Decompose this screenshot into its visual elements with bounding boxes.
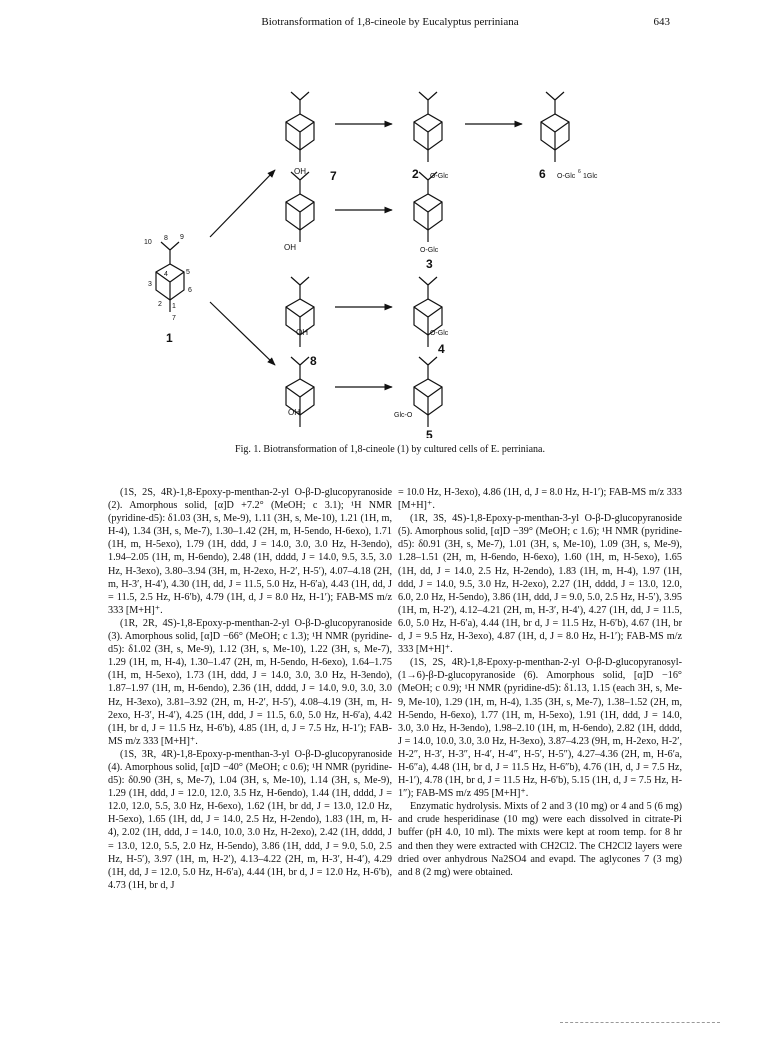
compound-label-6: 6 xyxy=(539,167,546,181)
atom-number-10: 10 xyxy=(144,239,152,246)
oh-label-3: OH xyxy=(284,243,296,252)
paragraph-compound-3: (1R, 2R, 4S)-1,8-Epoxy-p-menthan-2-yl O-β-D-glucopyranoside (3). Amorphous solid, [α]D −66° (MeOH; c 1.3); ¹H NMR (pyridine-d5): δ1.02 (3H, s, Me-9), 1.12 (3H, s, Me-10), 1.22 (3H, s, Me-7), 1.29 (1H, m, H-4), 1.30–1.47 (2H, m, H-5endo, H-6exo), 1.64–1.75 (1H, m, H-5exo), 1.73 (1H, ddd, J = 14.0, 3.0, 3.0 Hz, H-3endo), 1.87–1.97 (1H, m, H-6endo), 2.36 (1H, dddd, J = 14.0, 9.0, 3.0, 3.0 Hz, H-3exo), 3.81–3.92 (2H, m, H-2′, H-5′), 4.08–4.19 (3H, m, H-2exo, H-3′, H-4′), 4.25 (1H, ddd, J = 11.5, 6.0, 5.0 Hz, H-6′a), 4.42 (1H, br d, J = 11.5 Hz, H-6′b), 4.85 (1H, d, J = 7.5 Hz, H-1′); FAB-MS m/z 333 [M+H]⁺. xyxy=(108,617,392,747)
oglc-label-3: O-Glc xyxy=(420,247,439,254)
paragraph-compound-4-cont: = 10.0 Hz, H-3exo), 4.86 (1H, d, J = 8.0 Hz, H-1′); FAB-MS m/z 333 [M+H]⁺. xyxy=(398,487,682,512)
compound-8-structure xyxy=(286,277,317,368)
reaction-scheme-figure xyxy=(130,82,690,438)
figure-caption: Fig. 1. Biotransformation of 1,8-cineole (1) by cultured cells of E. perriniana. xyxy=(235,444,545,455)
atom-number-7: 7 xyxy=(172,315,176,322)
running-title: Biotransformation of 1,8-cineole by Eucalyptus perriniana xyxy=(261,16,519,28)
atom-number-3: 3 xyxy=(148,281,152,288)
atom-number-4: 4 xyxy=(164,271,168,278)
compound-label-5: 5 xyxy=(426,428,433,438)
oglc-label-6: O-Glc xyxy=(557,173,576,180)
paragraph-enzymatic-hydrolysis: Enzymatic hydrolysis. Mixts of 2 and 3 (10 mg) or 4 and 5 (6 mg) and crude hesperidinase (10 mg) were each dissolved in citrate-Pi buffer (pH 4.0, 10 ml). The mixts were kept at room temp. for 8 hr and then they were extracted with CH2Cl2. The CH2Cl2 layers were dried over anhydrous Na2SO4 and evapd. The aglycones 7 (3 mg) and 8 (2 mg) were obtained. xyxy=(398,801,682,878)
compound-4-structure xyxy=(414,277,449,356)
atom-number-6: 6 xyxy=(188,287,192,294)
compound-1-structure xyxy=(144,234,192,345)
atom-number-2: 2 xyxy=(158,301,162,308)
oglc-label-2: O-Glc xyxy=(430,173,449,180)
compound-2-structure xyxy=(412,92,449,181)
page-number: 643 xyxy=(653,16,670,28)
compound-5-structure xyxy=(394,357,442,438)
compound-7-structure xyxy=(286,92,337,183)
compound-3-structure xyxy=(414,172,442,271)
compound-label-8: 8 xyxy=(310,354,317,368)
compound-label-2: 2 xyxy=(412,167,419,181)
atom-number-1: 1 xyxy=(172,303,176,310)
compound-label-4: 4 xyxy=(438,342,445,356)
right-text-column xyxy=(398,486,682,879)
glc-6-suffix: 6 xyxy=(578,169,581,175)
footer-rule xyxy=(560,1022,720,1023)
atom-number-9: 9 xyxy=(180,234,184,241)
left-text-column xyxy=(108,486,392,892)
compound-label-1: 1 xyxy=(166,331,173,345)
oh-label-7: OH xyxy=(294,167,306,176)
paragraph-compound-5: (1R, 3S, 4S)-1,8-Epoxy-p-menthan-3-yl O-β-D-glucopyranoside (5). Amorphous solid, [α]D −39° (MeOH; c 1.6); ¹H NMR (pyridine-d5): δ0.91 (3H, s, Me-7), 1.01 (3H, s, Me-10), 1.09 (3H, s, Me-9), 1.28–1.51 (2H, m, H-6endo, H-6exo), 1.60 (1H, m, H-5exo), 1.65 (1H, dd, J = 14.0, 2.5 Hz, H-2endo), 1.83 (1H, m, H-4), 1.97 (1H, ddd, J = 14.0, 9.5, 3.0 Hz, H-2exo), 2.27 (1H, dddd, J = 13.0, 12.0, 6.0, 2.0 Hz, H-5endo), 3.86 (1H, ddd, J = 9.0, 5.0, 2.5 Hz, H-5′), 3.95 (1H, m, H-2′), 4.12–4.21 (2H, m, H-3′, H-4′), 4.27 (1H, dd, J = 11.5, 6.0, 5.0 Hz, H-6′a), 4.44 (1H, br d, J = 11.5 Hz, H-6′b), 4.67 (1H, br d, J = 9.5 Hz, H-3exo), 4.87 (1H, d, J = 8.0 Hz, H-1′); FAB-MS m/z 333 [M+H]⁺. xyxy=(398,513,682,656)
paragraph-compound-2: (1S, 2S, 4R)-1,8-Epoxy-p-menthan-2-yl O-β-D-glucopyranoside (2). Amorphous solid, [α]D +7.2° (MeOH; c 3.1); ¹H NMR (pyridine-d5): δ1.03 (3H, s, Me-9), 1.11 (3H, s, Me-10), 1.21 (1H, m, H-4), 1.34 (3H, s, Me-7), 1.30–1.42 (2H, m, H-5endo, H-6exo), 1.71 (1H, m, H-5exo), 1.79 (1H, ddd, J = 14.0, 3.0, 3.0 Hz, H-3endo), 1.94–2.05 (1H, m, H-6endo), 2.48 (1H, dddd, J = 14.0, 9.5, 3.5, 3.0 Hz, H-3exo), 3.80–3.94 (3H, m, H-2exo, H-2′, H-5′), 4.07–4.18 (2H, m, H-3′, H-4′), 4.30 (1H, dd, J = 11.5, 5.0 Hz, H-6′a), 4.43 (1H, dd, J = 11.5, 2.5 Hz, H-6′b), 4.79 (1H, d, J = 8.0 Hz, H-1′); FAB-MS m/z 333 [M+H]⁺. xyxy=(108,487,392,616)
arrow-1-to-7 xyxy=(210,170,275,237)
oh-label-5: OH xyxy=(288,408,300,417)
compound-label-7: 7 xyxy=(330,169,337,183)
compound-7b-structure xyxy=(284,172,314,252)
paragraph-compound-4: (1S, 3R, 4R)-1,8-Epoxy-p-menthan-3-yl O-β-D-glucopyranoside (4). Amorphous solid, [α]D −40° (MeOH; c 0.6); ¹H NMR (pyridine-d5): δ0.90 (3H, s, Me-7), 1.04 (3H, s, Me-10), 1.14 (3H, s, Me-9), 1.29 (1H, ddd, J = 12.0, 12.0, 3.5 Hz, H-6endo), 1.44 (1H, dddd, J = 12.0, 12.0, 5.5, 3.0 Hz, H-6exo), 1.62 (1H, br dd, J = 13.0, 12.0 Hz, H-5exo), 1.65 (1H, dd, J = 14.0, 2.5 Hz, H-2endo), 1.83 (1H, m, H-4), 2.02 (1H, ddd, J = 14.0, 10.0, 3.0 Hz, H-2exo), 2.42 (1H, dddd, J = 13.0, 12.0, 5.5, 2.0 Hz, H-5endo), 3.86 (1H, ddd, J = 9.0, 5.0, 2.5 Hz, H-5′), 3.97 (1H, m, H-2′), 4.13–4.22 (2H, m, H-3′, H-4′), 4.29 (1H, dd, J = 12.0, 5.0 Hz, H-6′a), 4.44 (1H, br d, J = 12.0 Hz, H-6′b), 4.73 (1H, br d, J xyxy=(108,748,392,891)
paragraph-compound-6: (1S, 2S, 4R)-1,8-Epoxy-p-menthan-2-yl O-β-D-glucopyranosyl-(1→6)-β-D-glucopyranoside (6). Amorphous solid, [α]D −16° (MeOH; c 0.9); ¹H NMR (pyridine-d5): δ1.13, 1.15 (each 3H, s, Me-9, Me-10), 1.29 (1H, m, H-4), 1.35 (3H, s, Me-7), 1.38–1.52 (2H, m, H-5endo, H-6exo), 1.77 (1H, m, H-5exo), 1.91 (1H, ddd, J = 14.0, 3.0, 3.0 Hz, H-3endo), 1.98–2.10 (1H, m, H-6endo), 2.82 (1H, dddd, J = 14.0, 10.0, 3.0, 3.0 Hz, H-3exo), 3.87–4.23 (9H, m, H-2exo, H-2′, H-2″, H-3′, H-3″, H-4′, H-4″, H-5′, H-5″), 4.27–4.36 (2H, m, H-6′a, H-6″a), 4.48 (1H, br d, J = 11.5 Hz, H-6″b), 4.76 (1H, d, J = 7.5 Hz, H-1′), 4.78 (1H, br d, J = 11.5 Hz, H-6′b), 5.15 (1H, d, J = 7.5 Hz, H-1″); FAB-MS m/z 495 [M+H]⁺. xyxy=(398,657,682,800)
compound-6-structure xyxy=(539,92,598,181)
compound-label-3: 3 xyxy=(426,257,433,271)
atom-number-8: 8 xyxy=(164,235,168,242)
glco-label-5: Glc-O xyxy=(394,412,413,419)
running-header xyxy=(110,16,670,32)
glc-6-tail: 1Glc xyxy=(583,173,598,180)
atom-number-5: 5 xyxy=(186,269,190,276)
arrow-1-to-8 xyxy=(210,302,275,365)
oglc-label-4: O-Glc xyxy=(430,330,449,337)
oh-label-8: OH xyxy=(296,328,308,337)
